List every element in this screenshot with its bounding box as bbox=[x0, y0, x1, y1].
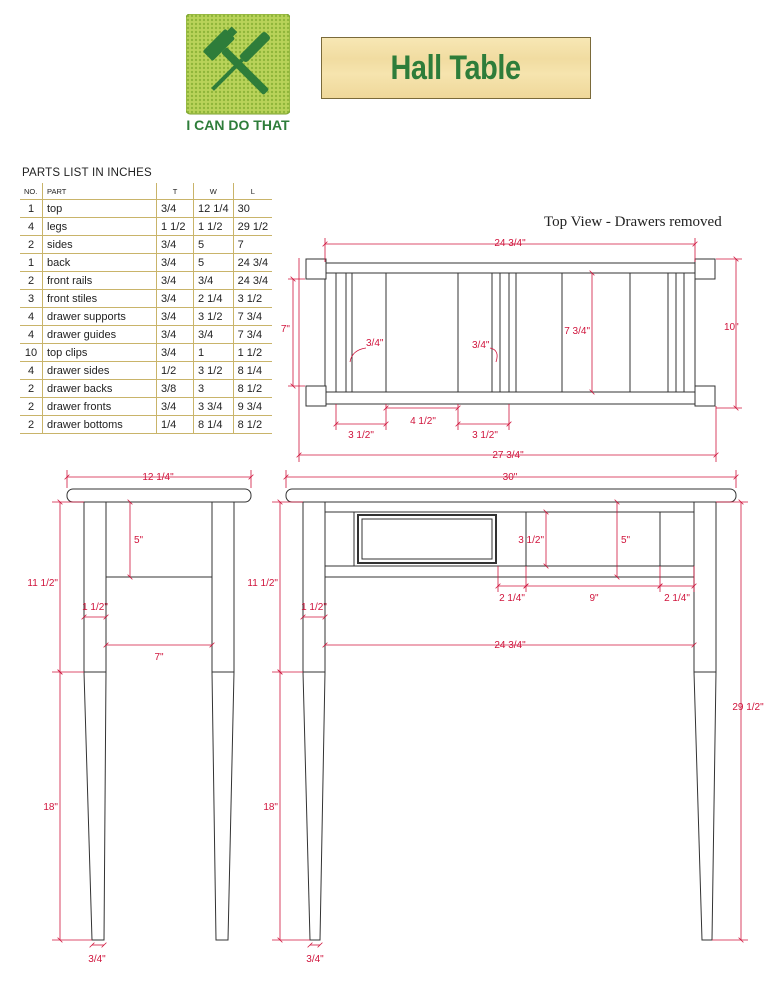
dim-label: 5" bbox=[621, 535, 631, 546]
table-cell: 3/4 bbox=[157, 398, 194, 416]
top-view-labels bbox=[281, 238, 739, 461]
table-cell: 1 1/2 bbox=[157, 218, 194, 236]
table-cell: 2 bbox=[20, 416, 43, 434]
dim-label: 3 1/2" bbox=[472, 430, 498, 441]
table-cell: 1 1/2 bbox=[233, 344, 272, 362]
dim-label: 12 1/4" bbox=[142, 472, 174, 483]
table-cell: 3 bbox=[194, 380, 234, 398]
table-cell: 3 1/2 bbox=[194, 308, 234, 326]
dim-label: 7" bbox=[154, 652, 164, 663]
table-cell: 5 bbox=[194, 236, 234, 254]
side-view-dimensions bbox=[52, 470, 251, 945]
front-leg-left bbox=[303, 502, 325, 940]
table-cell: 30 bbox=[233, 200, 272, 218]
table-cell: 8 1/2 bbox=[233, 416, 272, 434]
dim-label: 11 1/2" bbox=[27, 578, 58, 589]
front-view bbox=[286, 489, 736, 940]
table-cell: 2 1/4 bbox=[194, 290, 234, 308]
column-header: T bbox=[157, 183, 194, 200]
logo-text: I CAN DO THAT bbox=[186, 117, 290, 133]
table-cell: 7 bbox=[233, 236, 272, 254]
table-cell: 29 1/2 bbox=[233, 218, 272, 236]
column-header: NO. bbox=[20, 183, 43, 200]
table-cell: 2 bbox=[20, 380, 43, 398]
dim-label: 5" bbox=[134, 535, 144, 546]
page-title: Hall Table bbox=[390, 48, 522, 87]
table-cell: 2 bbox=[20, 272, 43, 290]
table-cell: 8 1/4 bbox=[233, 362, 272, 380]
table-cell: 3/8 bbox=[157, 380, 194, 398]
table-cell: 24 3/4 bbox=[233, 254, 272, 272]
table-cell: 3 3/4 bbox=[194, 398, 234, 416]
dim-label: 18" bbox=[263, 802, 278, 813]
dim-label: 24 3/4" bbox=[494, 640, 526, 651]
drawer-front-inner bbox=[362, 519, 492, 559]
drawer-front bbox=[358, 515, 496, 563]
dim-label: 18" bbox=[43, 802, 58, 813]
table-cell: drawer fronts bbox=[43, 398, 157, 416]
table-cell: drawer backs bbox=[43, 380, 157, 398]
dim-label: 4 1/2" bbox=[410, 416, 436, 427]
side-view-labels bbox=[27, 472, 174, 965]
table-cell: 3/4 bbox=[157, 254, 194, 272]
table-cell: drawer sides bbox=[43, 362, 157, 380]
table-cell: sides bbox=[43, 236, 157, 254]
table-cell: 3 1/2 bbox=[233, 290, 272, 308]
table-cell: 7 3/4 bbox=[233, 308, 272, 326]
front-view-dimensions bbox=[272, 470, 748, 945]
top-view-frame bbox=[325, 263, 695, 404]
table-cell: back bbox=[43, 254, 157, 272]
dim-label: 10" bbox=[724, 322, 739, 333]
leg-front-left bbox=[306, 386, 326, 406]
table-cell: 3/4 bbox=[157, 290, 194, 308]
side-leg-right bbox=[212, 502, 234, 940]
dim-label: 3/4" bbox=[472, 340, 490, 351]
dim-label: 27 3/4" bbox=[492, 450, 524, 461]
table-cell: 3/4 bbox=[194, 272, 234, 290]
table-cell: front rails bbox=[43, 272, 157, 290]
front-leg-right bbox=[694, 502, 716, 940]
table-cell: 24 3/4 bbox=[233, 272, 272, 290]
table-cell: drawer supports bbox=[43, 308, 157, 326]
table-cell: drawer guides bbox=[43, 326, 157, 344]
table-cell: 4 bbox=[20, 362, 43, 380]
dim-label: 9" bbox=[589, 593, 599, 604]
top-view bbox=[306, 259, 715, 406]
table-cell: front stiles bbox=[43, 290, 157, 308]
table-cell: 3 1/2 bbox=[194, 362, 234, 380]
dim-label: 7 3/4" bbox=[564, 326, 590, 337]
side-top bbox=[67, 489, 251, 502]
table-cell: legs bbox=[43, 218, 157, 236]
table-cell: 3/4 bbox=[157, 326, 194, 344]
dim-label: 1 1/2" bbox=[82, 602, 108, 613]
table-cell: 9 3/4 bbox=[233, 398, 272, 416]
leg-front-right bbox=[695, 386, 715, 406]
dim-label: 2 1/4" bbox=[664, 593, 690, 604]
column-header: L bbox=[233, 183, 272, 200]
leg-back-left bbox=[306, 259, 326, 279]
dim-label: 3/4" bbox=[306, 954, 324, 965]
top-view-dimensions bbox=[288, 238, 742, 462]
table-cell: 1 1/2 bbox=[194, 218, 234, 236]
table-cell: 8 1/4 bbox=[194, 416, 234, 434]
table-cell: 1 bbox=[20, 254, 43, 272]
table-cell: 4 bbox=[20, 326, 43, 344]
table-cell: 2 bbox=[20, 236, 43, 254]
column-header: PART bbox=[43, 183, 157, 200]
front-top bbox=[286, 489, 736, 502]
dim-label: 1 1/2" bbox=[301, 602, 327, 613]
dim-label: 3/4" bbox=[88, 954, 106, 965]
table-cell: 1/2 bbox=[157, 362, 194, 380]
dim-label: 29 1/2" bbox=[732, 702, 764, 713]
table-cell: 12 1/4 bbox=[194, 200, 234, 218]
table-cell: 3 bbox=[20, 290, 43, 308]
table-cell: top bbox=[43, 200, 157, 218]
dim-label: 30" bbox=[502, 472, 518, 483]
dim-label: 24 3/4" bbox=[494, 238, 526, 249]
table-cell: 7 3/4 bbox=[233, 326, 272, 344]
dim-label: 3/4" bbox=[366, 338, 384, 349]
table-cell: 4 bbox=[20, 218, 43, 236]
table-cell: 10 bbox=[20, 344, 43, 362]
table-cell: drawer bottoms bbox=[43, 416, 157, 434]
parts-list-heading: PARTS LIST IN INCHES bbox=[22, 167, 152, 179]
table-cell: 5 bbox=[194, 254, 234, 272]
dim-label: 3 1/2" bbox=[518, 535, 544, 546]
table-cell: 8 1/2 bbox=[233, 380, 272, 398]
dim-label: 2 1/4" bbox=[499, 593, 525, 604]
leg-back-right bbox=[695, 259, 715, 279]
dim-label: 11 1/2" bbox=[247, 578, 278, 589]
table-cell: 1 bbox=[20, 200, 43, 218]
table-cell: 3/4 bbox=[194, 326, 234, 344]
table-cell: 3/4 bbox=[157, 308, 194, 326]
table-cell: 3/4 bbox=[157, 344, 194, 362]
side-view bbox=[67, 489, 251, 940]
table-cell: 3/4 bbox=[157, 236, 194, 254]
table-cell: 1/4 bbox=[157, 416, 194, 434]
side-leg-left bbox=[84, 502, 106, 940]
table-cell: 2 bbox=[20, 398, 43, 416]
table-cell: 3/4 bbox=[157, 272, 194, 290]
top-view-label: Top View - Drawers removed bbox=[544, 214, 722, 230]
table-cell: 1 bbox=[194, 344, 234, 362]
dim-label: 3 1/2" bbox=[348, 430, 374, 441]
table-cell: top clips bbox=[43, 344, 157, 362]
dim-label: 7" bbox=[280, 324, 290, 335]
table-cell: 4 bbox=[20, 308, 43, 326]
table-cell: 3/4 bbox=[157, 200, 194, 218]
column-header: W bbox=[194, 183, 234, 200]
